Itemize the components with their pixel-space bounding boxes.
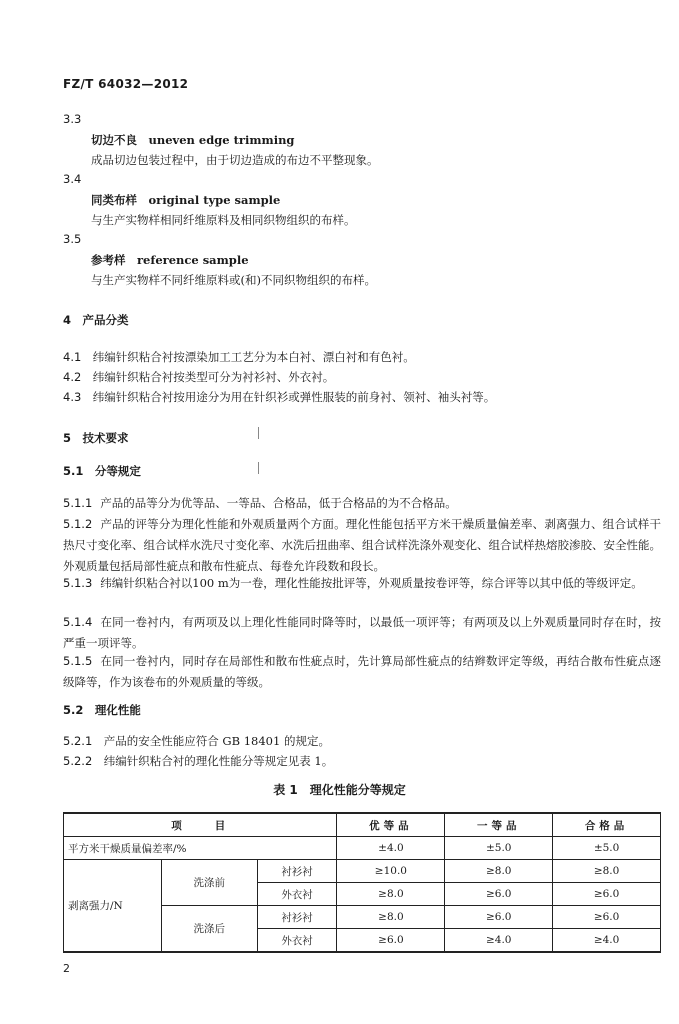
clause-5-2-1	[63, 733, 330, 749]
clause-text: 纬编针织粘合衬按类型可分为衬衫衬、外衣衬。	[92, 370, 335, 384]
type-label: 外衣衬	[257, 883, 337, 906]
clause-text: 产品的评等分为理化性能和外观质量两个方面。理化性能包括平方米干燥质量偏差率、剥离强力、组合试样干热尺寸变化率、组合试样水洗尺寸变化率、水洗后扭曲率、组合试样洗涤外观变化、组合试样热熔胶渗胶、安全性能。外观质量包括局部性疵点和散布性疵点、每卷允许段数和段长。	[63, 517, 661, 573]
clause-text: 纬编针织粘合衬的理化性能分等规定见表 1。	[103, 754, 334, 768]
scan-mark	[258, 427, 259, 439]
clause-5-1-5	[63, 651, 661, 693]
clause-number: 5.2.2	[63, 754, 93, 768]
clause-text: 在同一卷衬内，同时存在局部性和散布性疵点时，先计算局部性疵点的结辫数评定等级，再结合散布性疵点逐级降等，作为该卷布的外观质量的等级。	[63, 654, 661, 689]
clause-5-1-2	[63, 514, 661, 577]
table-cell: ≥6.0	[445, 906, 553, 929]
table-cell: ≥10.0	[337, 860, 445, 883]
term-en: original type sample	[148, 193, 281, 207]
section-5-title: 5 技术要求	[63, 431, 129, 445]
term-en: reference sample	[137, 253, 249, 267]
table-cell: ≥6.0	[445, 883, 553, 906]
section-4-title: 4 产品分类	[63, 313, 129, 327]
clause-number: 5.1.3	[63, 576, 93, 590]
term-cn: 参考样	[91, 253, 126, 267]
group-label: 洗涤前	[161, 860, 257, 906]
clause-4-2	[63, 369, 334, 385]
table-cell: ≥6.0	[337, 929, 445, 953]
table-cell: ≥4.0	[445, 929, 553, 953]
clause-5-1-4	[63, 612, 661, 654]
table-cell: ±5.0	[553, 837, 661, 860]
clause-number: 5.1.1	[63, 496, 93, 510]
page-number: 2	[63, 962, 70, 975]
clause-4-1	[63, 349, 415, 365]
clause-text: 产品的安全性能应符合 GB 18401 的规定。	[103, 734, 330, 748]
def-term	[91, 192, 280, 208]
row-label: 剥离强力/N	[64, 860, 162, 953]
clause-text: 产品的品等分为优等品、一等品、合格品，低于合格品的为不合格品。	[100, 496, 457, 510]
clause-number: 4.1	[63, 350, 82, 364]
def-number: 3.3	[63, 112, 82, 126]
term-cn: 同类布样	[91, 193, 137, 207]
row-label: 平方米干燥质量偏差率/%	[64, 837, 337, 860]
term-en: uneven edge trimming	[148, 133, 295, 147]
clause-text: 纬编针织粘合衬按漂染加工工艺分为本白衬、漂白衬和有色衬。	[92, 350, 415, 364]
def-number: 3.5	[63, 232, 82, 246]
col-header-item: 项 目	[64, 813, 337, 837]
def-description: 与生产实物样不同纤维原料或(和)不同织物组织的布样。	[91, 273, 376, 287]
clause-number: 5.1.2	[63, 517, 93, 531]
clause-number: 5.2.1	[63, 734, 93, 748]
table-cell: ≥8.0	[445, 860, 553, 883]
def-number: 3.4	[63, 172, 82, 186]
clause-5-1-3	[63, 573, 661, 594]
clause-text: 在同一卷衬内，有两项及以上理化性能同时降等时，以最低一项评等；有两项及以上外观质量同时存在时，按严重一项评等。	[63, 615, 661, 650]
group-label: 洗涤后	[161, 906, 257, 953]
table-caption: 表 1 理化性能分等规定	[273, 783, 406, 797]
table-cell: ≥6.0	[553, 906, 661, 929]
table-row	[64, 860, 661, 883]
def-term	[91, 252, 249, 268]
table-header-row	[64, 813, 661, 837]
table-row	[64, 837, 661, 860]
clause-4-3	[63, 389, 495, 405]
type-label: 外衣衬	[257, 929, 337, 953]
type-label: 衬衫衬	[257, 860, 337, 883]
clause-5-1-1	[63, 493, 661, 514]
table-cell: ±5.0	[445, 837, 553, 860]
clause-text: 纬编针织粘合衬按用途分为用在针织衫或弹性服装的前身衬、领衬、袖头衬等。	[92, 390, 496, 404]
table-cell: ≥8.0	[553, 860, 661, 883]
table-cell: ≥8.0	[337, 883, 445, 906]
type-label: 衬衫衬	[257, 906, 337, 929]
clause-5-2-2	[63, 753, 333, 769]
scan-mark	[258, 462, 259, 474]
col-header-premium: 优等品	[337, 813, 445, 837]
table-cell: ≥4.0	[553, 929, 661, 953]
term-cn: 切边不良	[91, 133, 137, 147]
col-header-qualified: 合格品	[553, 813, 661, 837]
section-5-1-title: 5.1 分等规定	[63, 464, 141, 478]
table-cell: ≥8.0	[337, 906, 445, 929]
clause-number: 4.3	[63, 390, 82, 404]
def-term	[91, 132, 294, 148]
clause-number: 4.2	[63, 370, 82, 384]
table-cell: ±4.0	[337, 837, 445, 860]
col-header-first-grade: 一等品	[445, 813, 553, 837]
clause-number: 5.1.5	[63, 654, 93, 668]
def-description: 成品切边包装过程中，由于切边造成的布边不平整现象。	[91, 153, 379, 167]
table-physical-chemical-grading	[63, 812, 661, 953]
table-cell: ≥6.0	[553, 883, 661, 906]
standard-code-header: FZ/T 64032—2012	[63, 77, 189, 91]
clause-number: 5.1.4	[63, 615, 93, 629]
clause-text: 纬编针织粘合衬以100 m为一卷，理化性能按批评等，外观质量按卷评等，综合评等以其中低的等级评定。	[100, 576, 643, 590]
section-5-2-title: 5.2 理化性能	[63, 703, 141, 717]
def-description: 与生产实物样相同纤维原料及相同织物组织的布样。	[91, 213, 356, 227]
